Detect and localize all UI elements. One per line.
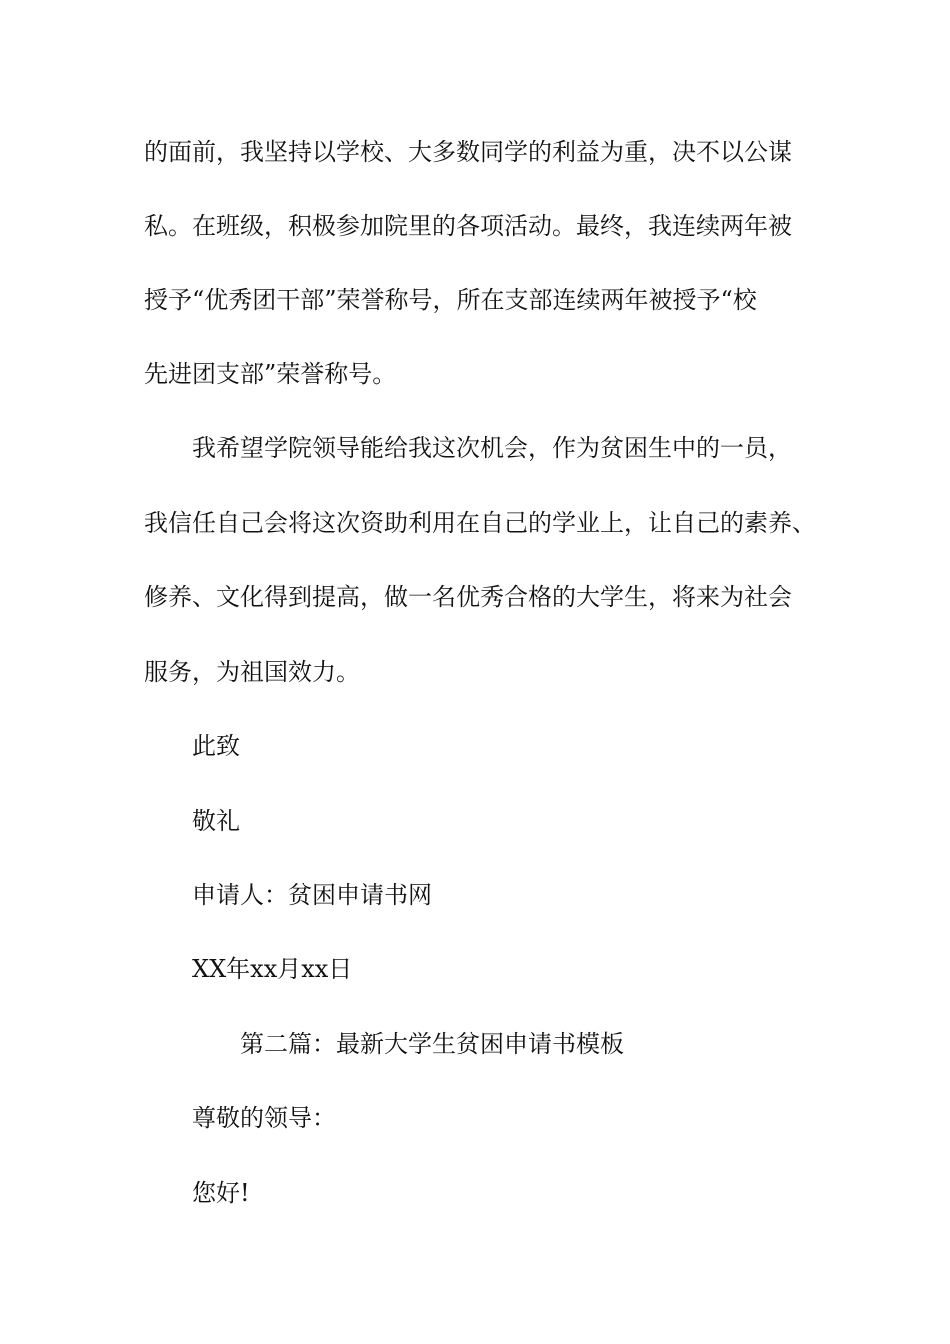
paragraph-line: 授予“优秀团干部”荣誉称号，所在支部连续两年被授予“校 (144, 286, 757, 314)
greeting: 您好! (192, 1179, 250, 1207)
paragraph-line: 私。在班级，积极参加院里的各项活动。最终，我连续两年被 (144, 212, 792, 240)
section-title: 第二篇：最新大学生贫困申请书模板 (240, 1030, 624, 1058)
paragraph-line: 服务，为祖国效力。 (144, 658, 360, 686)
salutation: 尊敬的领导： (192, 1104, 336, 1132)
closing-ci-zhi: 此致 (192, 732, 240, 760)
applicant-signature: 申请人：贫困申请书网 (192, 881, 432, 909)
paragraph-line: 我希望学院领导能给我这次机会，作为贫困生中的一员， (192, 434, 792, 462)
application-date: XX年xx月xx日 (192, 955, 353, 983)
closing-jing-li: 敬礼 (192, 807, 240, 835)
paragraph-line: 修养、文化得到提高，做一名优秀合格的大学生，将来为社会 (144, 583, 792, 611)
paragraph-line: 的面前，我坚持以学校、大多数同学的利益为重，决不以公谋 (144, 138, 792, 166)
paragraph-line: 我信任自己会将这次资助利用在自己的学业上，让自己的素养、 (144, 509, 816, 537)
paragraph-line: 先进团支部”荣誉称号。 (144, 360, 397, 388)
